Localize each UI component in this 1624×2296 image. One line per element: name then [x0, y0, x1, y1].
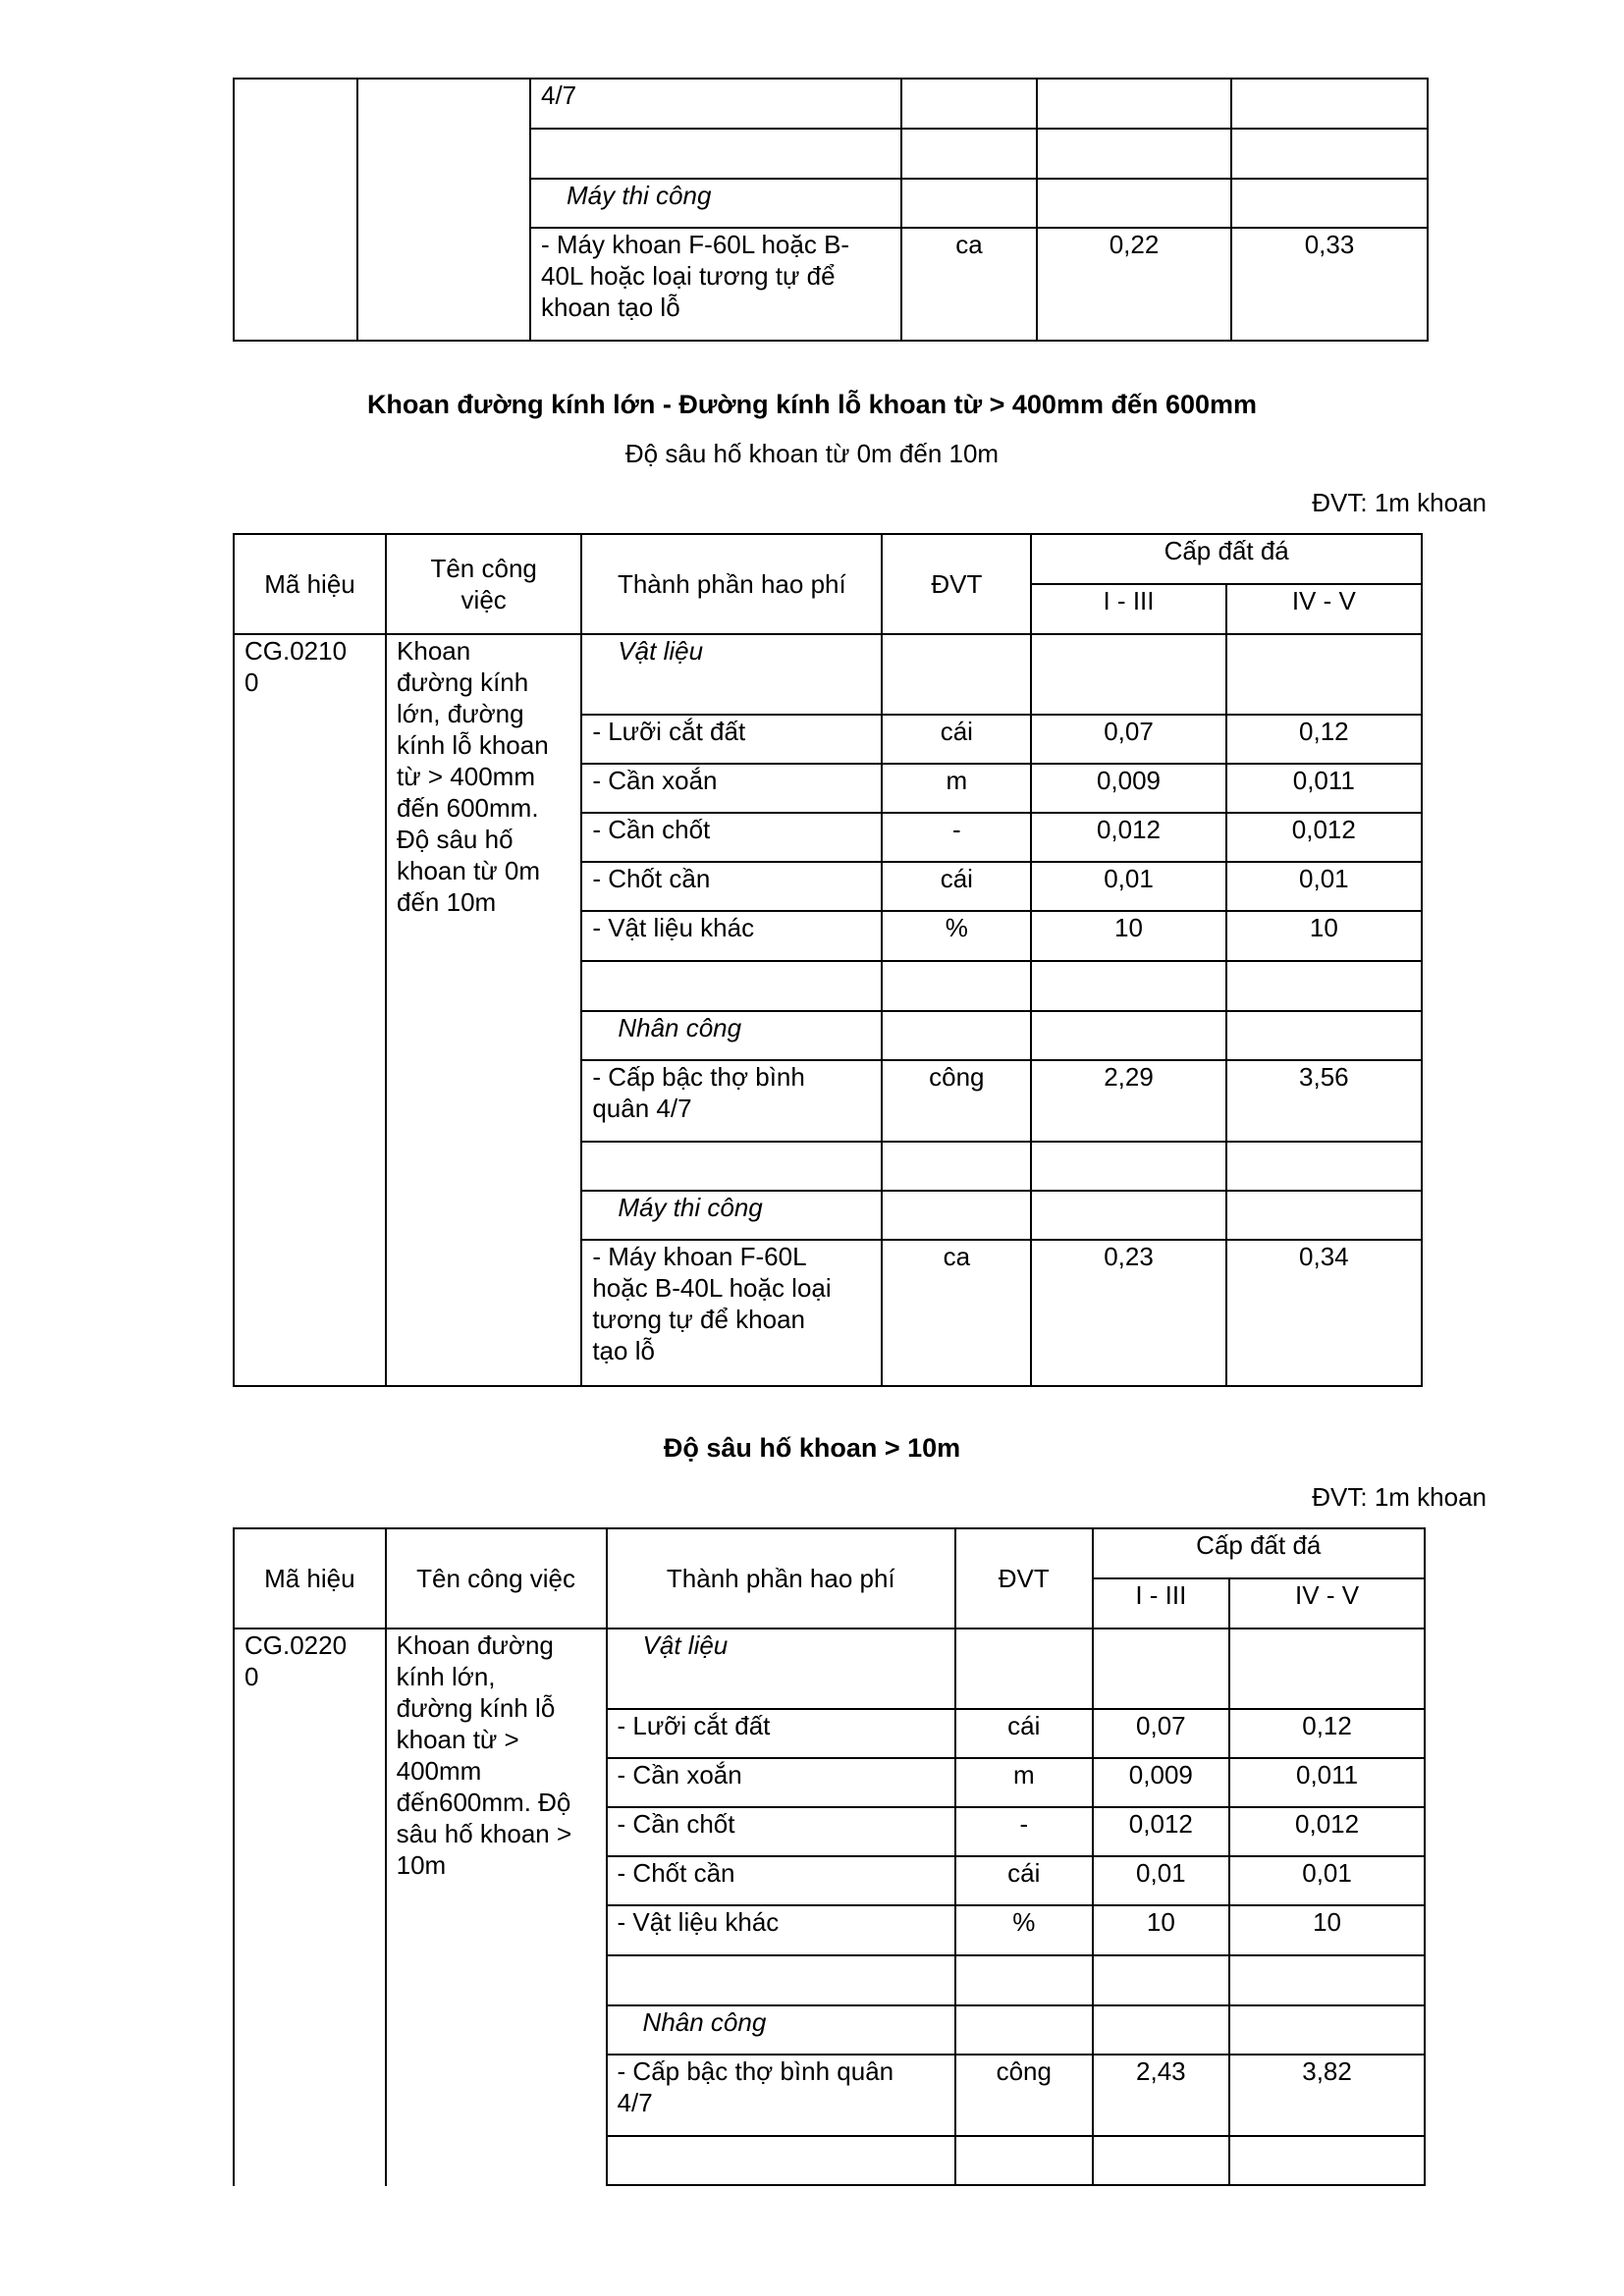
- grade-1-value: [1093, 2005, 1230, 2055]
- grade-1-value: [1031, 1191, 1225, 1240]
- component-cell: - Lưỡi cắt đất: [581, 715, 882, 764]
- component-group-label: Vật liệu: [607, 1629, 955, 1709]
- header-grade: Cấp đất đá: [1093, 1528, 1425, 1578]
- component-group-label: Máy thi công: [581, 1191, 882, 1240]
- header-unit: ĐVT: [955, 1528, 1093, 1629]
- component-cell: - Cần xoắn: [607, 1758, 955, 1807]
- grade-2-value: [1226, 1191, 1422, 1240]
- unit-cell: [955, 1629, 1093, 1709]
- grade-2-value: 3,82: [1229, 2055, 1425, 2136]
- component-cell: - Lưỡi cắt đất: [607, 1709, 955, 1758]
- unit-cell: cái: [882, 862, 1031, 911]
- component-cell: [581, 1142, 882, 1191]
- unit-cell: cái: [955, 1709, 1093, 1758]
- grade-1-value: 0,012: [1093, 1807, 1230, 1856]
- component-cell: 4/7: [530, 79, 901, 129]
- grade-2-value: 0,01: [1229, 1856, 1425, 1905]
- component-cell: - Vật liệu khác: [581, 911, 882, 961]
- component-group-label: Nhân công: [581, 1011, 882, 1060]
- unit-note: ĐVT: 1m khoan: [1312, 488, 1487, 517]
- unit-cell: công: [955, 2055, 1093, 2136]
- unit-cell: ca: [882, 1240, 1031, 1386]
- component-cell: [581, 961, 882, 1011]
- header-code: Mã hiệu: [234, 534, 386, 634]
- component-cell: - Máy khoan F-60L hoặc B- 40L hoặc loại tương tự để khoan tạo lỗ: [530, 228, 901, 341]
- top-norm-table: [233, 78, 1429, 342]
- unit-cell: [882, 1011, 1031, 1060]
- code-cell: CG.0210 0: [234, 634, 386, 1386]
- section-title: Độ sâu hố khoan > 10m: [663, 1433, 961, 1463]
- component-cell: - Cần chốt: [581, 813, 882, 862]
- grade-2-value: [1226, 634, 1422, 715]
- component-cell: - Chốt cần: [581, 862, 882, 911]
- unit-cell: [955, 2005, 1093, 2055]
- header-grade-1: I - III: [1031, 584, 1225, 634]
- grade-2-value: [1231, 129, 1428, 179]
- unit-note: ĐVT: 1m khoan: [1312, 1482, 1487, 1512]
- grade-2-value: 3,56: [1226, 1060, 1422, 1142]
- grade-1-value: 0,009: [1093, 1758, 1230, 1807]
- component-cell: [607, 1955, 955, 2005]
- grade-1-value: [1093, 1955, 1230, 2005]
- unit-cell: [955, 1955, 1093, 2005]
- section-subtitle: Độ sâu hố khoan từ 0m đến 10m: [624, 439, 1000, 468]
- grade-2-value: [1226, 1011, 1422, 1060]
- component-cell: [607, 2136, 955, 2185]
- grade-1-value: [1031, 1142, 1225, 1191]
- component-group-label: Vật liệu: [581, 634, 882, 715]
- grade-2-value: 0,33: [1231, 228, 1428, 341]
- job-cell: [357, 79, 530, 341]
- unit-cell: %: [955, 1905, 1093, 1955]
- component-cell: - Vật liệu khác: [607, 1905, 955, 1955]
- grade-1-value: 10: [1093, 1905, 1230, 1955]
- unit-cell: m: [882, 764, 1031, 813]
- header-grade-1: I - III: [1093, 1578, 1230, 1629]
- unit-cell: cái: [955, 1856, 1093, 1905]
- unit-cell: cái: [882, 715, 1031, 764]
- grade-2-value: 10: [1226, 911, 1422, 961]
- header-component: Thành phần hao phí: [607, 1528, 955, 1629]
- norm-table-cg02100: [233, 533, 1423, 1387]
- unit-cell: [901, 79, 1037, 129]
- grade-1-value: 10: [1031, 911, 1225, 961]
- header-component: Thành phần hao phí: [581, 534, 882, 634]
- component-group-label: Nhân công: [607, 2005, 955, 2055]
- grade-1-value: [1037, 129, 1231, 179]
- job-cell: Khoan đường kính lớn, đường kính lỗ khoan từ > 400mm đến600mm. Độ sâu hố khoan > 10m: [386, 1629, 607, 2185]
- grade-1-value: 0,07: [1093, 1709, 1230, 1758]
- component-cell: - Cần chốt: [607, 1807, 955, 1856]
- code-cell: [234, 79, 357, 341]
- component-cell: [530, 129, 901, 179]
- component-cell: - Cấp bậc thợ bình quân 4/7: [607, 2055, 955, 2136]
- grade-1-value: 0,012: [1031, 813, 1225, 862]
- section-title: Khoan đường kính lớn - Đường kính lỗ khoan từ > 400mm đến 600mm: [366, 390, 1258, 419]
- component-group-label: Máy thi công: [530, 179, 901, 228]
- grade-2-value: [1229, 2005, 1425, 2055]
- grade-1-value: [1031, 961, 1225, 1011]
- unit-cell: ca: [901, 228, 1037, 341]
- unit-cell: [901, 129, 1037, 179]
- grade-1-value: 0,009: [1031, 764, 1225, 813]
- unit-cell: [901, 179, 1037, 228]
- grade-1-value: 0,23: [1031, 1240, 1225, 1386]
- grade-2-value: [1226, 961, 1422, 1011]
- norm-table-cg02200: [233, 1527, 1426, 2186]
- grade-2-value: 10: [1229, 1905, 1425, 1955]
- code-cell: CG.0220 0: [234, 1629, 386, 2185]
- grade-1-value: [1031, 1011, 1225, 1060]
- unit-cell: %: [882, 911, 1031, 961]
- grade-2-value: 0,011: [1229, 1758, 1425, 1807]
- unit-cell: [882, 1142, 1031, 1191]
- grade-2-value: 0,01: [1226, 862, 1422, 911]
- grade-1-value: 2,29: [1031, 1060, 1225, 1142]
- grade-1-value: [1093, 2136, 1230, 2185]
- header-job: Tên công việc: [386, 1528, 607, 1629]
- component-cell: - Cần xoắn: [581, 764, 882, 813]
- unit-cell: -: [882, 813, 1031, 862]
- grade-2-value: 0,12: [1226, 715, 1422, 764]
- grade-1-value: 0,01: [1031, 862, 1225, 911]
- grade-2-value: [1229, 1955, 1425, 2005]
- component-cell: - Chốt cần: [607, 1856, 955, 1905]
- unit-cell: [955, 2136, 1093, 2185]
- unit-cell: [882, 961, 1031, 1011]
- grade-2-value: 0,012: [1226, 813, 1422, 862]
- grade-2-value: 0,12: [1229, 1709, 1425, 1758]
- grade-2-value: [1231, 79, 1428, 129]
- grade-2-value: [1229, 1629, 1425, 1709]
- component-cell: - Cấp bậc thợ bình quân 4/7: [581, 1060, 882, 1142]
- grade-1-value: 0,22: [1037, 228, 1231, 341]
- grade-2-value: [1231, 179, 1428, 228]
- header-grade-2: IV - V: [1229, 1578, 1425, 1629]
- grade-1-value: 2,43: [1093, 2055, 1230, 2136]
- header-grade: Cấp đất đá: [1031, 534, 1422, 584]
- grade-1-value: [1031, 634, 1225, 715]
- unit-cell: -: [955, 1807, 1093, 1856]
- grade-1-value: [1037, 79, 1231, 129]
- grade-2-value: 0,011: [1226, 764, 1422, 813]
- grade-1-value: 0,01: [1093, 1856, 1230, 1905]
- unit-cell: [882, 1191, 1031, 1240]
- unit-cell: m: [955, 1758, 1093, 1807]
- header-unit: ĐVT: [882, 534, 1031, 634]
- header-job: Tên công việc: [386, 534, 581, 634]
- grade-1-value: 0,07: [1031, 715, 1225, 764]
- grade-2-value: [1226, 1142, 1422, 1191]
- grade-1-value: [1093, 1629, 1230, 1709]
- grade-2-value: 0,012: [1229, 1807, 1425, 1856]
- unit-cell: [882, 634, 1031, 715]
- job-cell: Khoan đường kính lớn, đường kính lỗ khoan từ > 400mm đến 600mm. Độ sâu hố khoan từ 0m đến 10m: [386, 634, 581, 1386]
- component-cell: - Máy khoan F-60L hoặc B-40L hoặc loại tương tự để khoan tạo lỗ: [581, 1240, 882, 1386]
- header-code: Mã hiệu: [234, 1528, 386, 1629]
- header-grade-2: IV - V: [1226, 584, 1422, 634]
- grade-2-value: [1229, 2136, 1425, 2185]
- grade-2-value: 0,34: [1226, 1240, 1422, 1386]
- grade-1-value: [1037, 179, 1231, 228]
- unit-cell: công: [882, 1060, 1031, 1142]
